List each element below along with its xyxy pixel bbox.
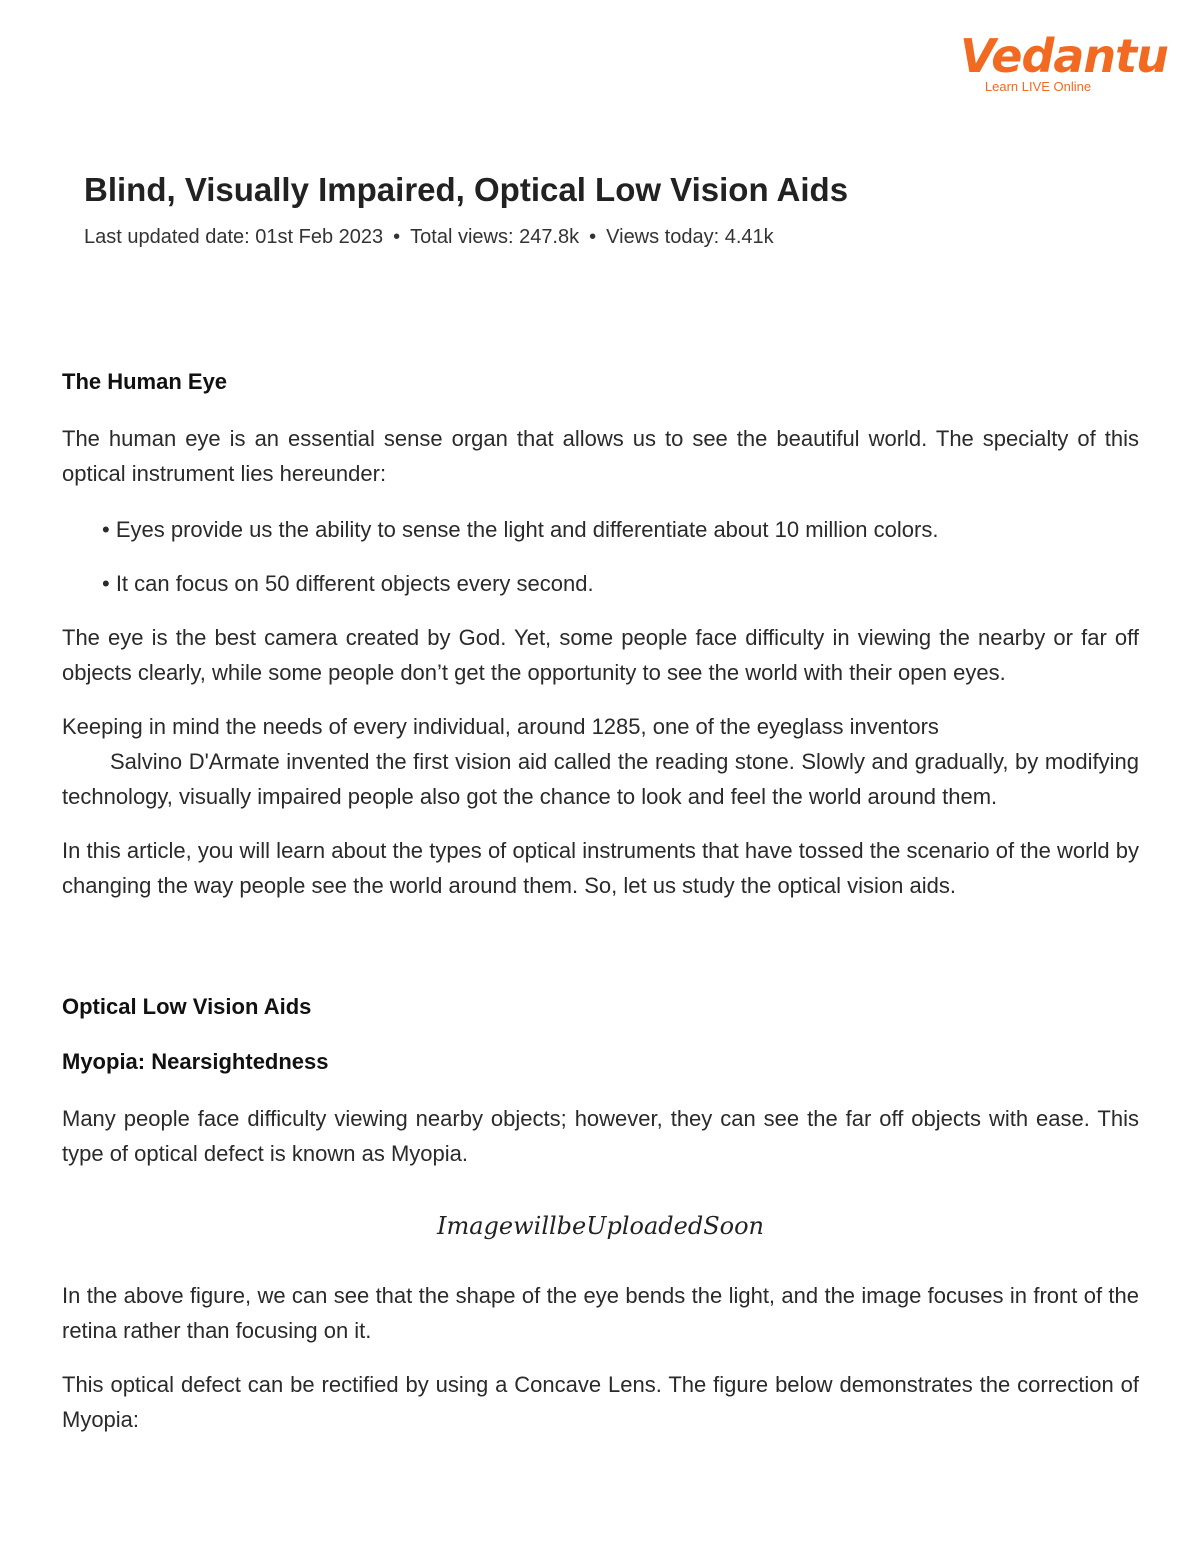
paragraph-history-first-line: Keeping in mind the needs of every individual, around 1285, one of the eyeglass inventors — [62, 714, 939, 739]
meta-separator: • — [589, 226, 597, 248]
paragraph-intro: The human eye is an essential sense organ that allows us to see the beautiful world. The specialty of this optical instrument lies hereunder: — [62, 426, 1139, 486]
total-views: Total views: 247.8k — [410, 226, 580, 248]
section-heading-human-eye: The Human Eye — [62, 369, 228, 394]
paragraph-myopia: Many people face difficulty viewing nearby objects; however, they can see the far off objects with ease. This type of optical defect is known as Myopia. — [62, 1106, 1139, 1166]
logo-wordmark: Vedantu — [960, 29, 1168, 83]
section-heading-low-vision: Optical Low Vision Aids — [62, 994, 312, 1019]
article-meta — [84, 224, 1124, 250]
last-updated-date: Last updated date: 01st Feb 2023 — [84, 226, 384, 248]
paragraph-history — [62, 709, 1139, 814]
paragraph-correction: This optical defect can be rectified by using a Concave Lens. The figure below demonstrates the correction of Myopia: — [62, 1372, 1139, 1432]
subheading-myopia: Myopia: Nearsightedness — [62, 1049, 329, 1074]
paragraph-camera: The eye is the best camera created by God. Yet, some people face difficulty in viewing the nearby or far off objects clearly, while some people don’t get the opportunity to see the world with their open eyes. — [62, 625, 1139, 685]
logo-tagline: Learn LIVE Online — [984, 79, 1092, 94]
list-item: • It can focus on 50 different objects every second. — [102, 571, 594, 596]
meta-separator: • — [393, 226, 401, 248]
image-placeholder: ImagewillbeUploadedSoon — [437, 1212, 764, 1240]
paragraph-article-intro: In this article, you will learn about the types of optical instruments that have tossed the scenario of the world by changing the way people see the world around them. So, let us study the optical vision aids. — [62, 838, 1139, 898]
article-body — [62, 366, 1139, 1437]
views-today: Views today: 4.41k — [606, 226, 774, 248]
vedantu-logo — [960, 29, 1168, 94]
paragraph-figure-explanation: In the above figure, we can see that the shape of the eye bends the light, and the image focuses in front of the retina rather than focusing on it. — [62, 1283, 1139, 1343]
page-title: Blind, Visually Impaired, Optical Low Vision Aids — [84, 171, 849, 208]
feature-list — [62, 512, 1139, 601]
list-item: • Eyes provide us the ability to sense the light and differentiate about 10 million colors. — [102, 517, 939, 542]
article-header — [84, 170, 1124, 250]
paragraph-history-rest: Salvino D'Armate invented the first vision aid called the reading stone. Slowly and gradually, by modifying technology, visually impaired people also got the chance to look and feel the world around them. — [62, 749, 1139, 809]
